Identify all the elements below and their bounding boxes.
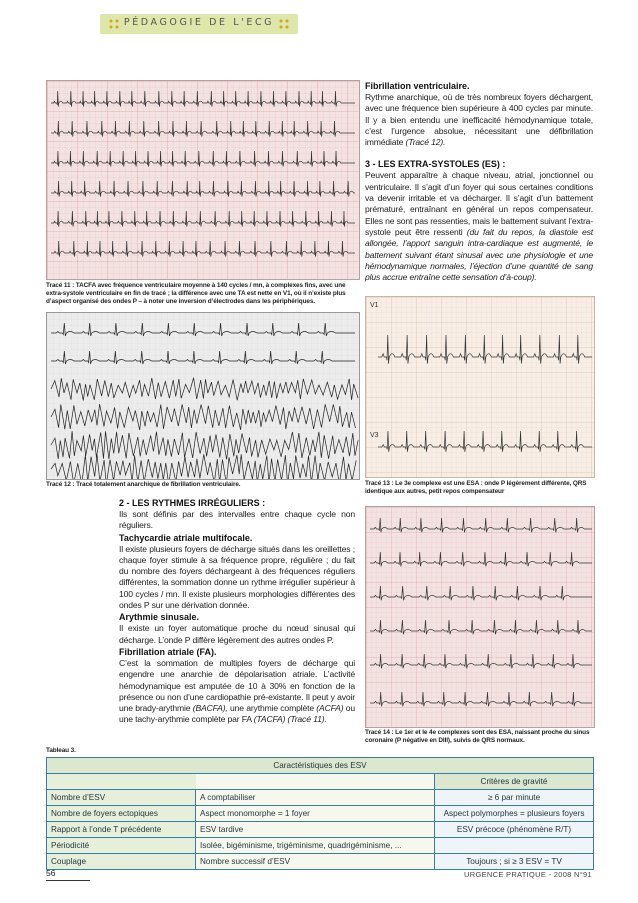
af-tacfa: (TACFA)	[253, 714, 286, 725]
af-paragraph	[119, 658, 355, 726]
footer-rule	[46, 880, 90, 881]
fv-paragraph	[365, 92, 593, 148]
fv-ref: (Tracé 12).	[405, 137, 446, 148]
table-row	[47, 854, 594, 870]
row-criteria	[435, 838, 594, 854]
dots-icon	[278, 18, 290, 30]
table-header-row	[47, 774, 594, 790]
table-label: Tableau 3.	[46, 747, 76, 754]
table-row	[47, 790, 594, 806]
fv-heading: Fibrillation ventriculaire.	[365, 81, 470, 91]
lead-label-v1: V1	[370, 302, 379, 309]
af-text: C’est la sommation de multiples foyers de décharge qui engendre une anarchie de dépolarisation atriale. L’activité hémodynamique est amputée de 10 à 30% en fonction de la présence ou non d’une cardiopathie pré-existante. Il peut y avoir une brady-arythmie	[119, 657, 355, 714]
fv-text: Rythme anarchique, où de très nombreux foyers déchargent, avec une fréquence bien supérieure à 400 cycles par minute. Il y a bien entendu une inefficacité hémodynamique totale, c’est l’urgence absolue, nécessitant une défibrillation immédiate	[365, 92, 593, 148]
ecg-waveform-12	[47, 313, 359, 479]
right-column-text	[365, 80, 593, 283]
ecg-trace-11	[46, 80, 360, 280]
table-row	[47, 806, 594, 822]
journal-footer: URGENCE PRATIQUE - 2008 N°91	[464, 870, 592, 879]
row-value: Isolée, bigéminisme, trigéminisme, quadrigéminisme, ...	[196, 838, 435, 854]
trace-14-caption: Tracé 14 : Le 1er et le 4e complexes sont des ESA, naissant proche du sinus coronaire (P négative en DIII), suivis de QRS normaux.	[365, 729, 590, 744]
trace-12-caption: Tracé 12 : Tracé totalement anarchique de fibrillation ventriculaire.	[46, 481, 241, 488]
table-row	[47, 838, 594, 854]
tam-text: Il existe plusieurs foyers de décharge situés dans les oreillettes ; chaque foyer stimule à sa fréquence propre, régulière ; du fait du nombre des foyers déchargeant à des fréquences réguliers différentes, la sommation donne un rythme irrégulier supérieur à 100 cycles / mn. Il existe plusieurs morphologies différentes des ondes P sur une dérivation donnée.	[119, 543, 355, 611]
row-value: Aspect monomorphe = 1 foyer	[196, 806, 435, 822]
lead-label-v3: V3	[370, 432, 379, 439]
row-label: Nombre d’ESV	[47, 790, 196, 806]
af-mid: une arythmie complète	[230, 703, 314, 714]
af-trace-ref: (Tracé 11).	[287, 714, 327, 725]
section-title: PÉDAGOGIE DE L'ECG	[123, 17, 275, 28]
section-header	[100, 14, 298, 34]
irregular-rhythms-text: Ils sont définis par des intervalles entre chaque cycle non réguliers.	[119, 509, 355, 531]
table-title: Caractéristiques des ESV	[47, 758, 594, 774]
af-acfa: (ACFA)	[316, 703, 344, 714]
esv-table	[46, 757, 594, 870]
ecg-trace-14	[365, 506, 595, 728]
blank-cell	[47, 774, 196, 790]
ecg-trace-12	[46, 312, 360, 480]
table-row	[47, 822, 594, 838]
criteria-header: Critères de gravité	[435, 774, 594, 790]
af-heading: Fibrillation atriale (FA).	[119, 646, 217, 657]
row-label: Périodicité	[47, 838, 196, 854]
blank-cell	[196, 774, 435, 790]
row-label: Rapport à l’onde T précédente	[47, 822, 196, 838]
left-column-text	[119, 497, 355, 726]
es-heading: 3 - LES EXTRA-SYSTOLES (ES) :	[365, 159, 506, 170]
table-title-row	[47, 758, 594, 774]
trace-13-caption: Tracé 13 : Le 3e complexe est une ESA : onde P légèrement différente, QRS identique aux autres, petit repos compensateur	[365, 480, 587, 495]
ecg-waveform-14	[366, 507, 594, 727]
page-number: 56	[46, 868, 56, 878]
trace-11-caption: Tracé 11 : TACFA avec fréquence ventriculaire moyenne à 140 cycles / mn, à complexes fins, avec une extra-systole ventriculaire en fin de tracé ; la différence avec une TA est nette en V1, où il n’existe plus d’aspect organisé des ondes P – à noter une inversion d’électrodes dans les périphériques.	[46, 282, 346, 305]
af-mid2: ou une tachy-arythmie complète par FA	[119, 703, 355, 725]
sinus-arrhythmia-text: Il existe un foyer automatique proche du nœud sinusal qui décharge. L’onde P diffère légèrement des autres ondes P.	[119, 623, 355, 645]
row-label: Nombre de foyers ectopiques	[47, 806, 196, 822]
ecg-waveform-11	[47, 81, 359, 279]
es-italic: (du fait du repos, la diastole est allongée, l’apport sanguin intra-cardiaque est augmenté, le battement suivant étant sinusal avec une physiologie et une hémodynamique normales, l’éjection d’une quantité de sang plus accrue entraîne cette sensation d’à-coup).	[365, 226, 593, 283]
row-value: ESV tardive	[196, 822, 435, 838]
row-criteria: Toujours ; si ≥ 3 ESV = TV	[435, 854, 594, 870]
es-text: Peuvent apparaître à chaque niveau, atrial, jonctionnel ou ventriculaire. Il s’agit d’un foyer qui sous certaines conditions va devenir irritable et va décharger. Il s’agit d’un battement prématuré, entraînant en général un repos compensateur. Elles ne sont pas ressenties, mais le battement suivant l’extra-systole peut être ressenti	[365, 170, 593, 237]
tam-heading: Tachycardie atriale multifocale.	[119, 532, 253, 543]
row-value: A comptabiliser	[196, 790, 435, 806]
irregular-rhythms-heading: 2 - LES RYTHMES IRRÉGULIERS :	[119, 498, 266, 508]
row-label: Couplage	[47, 854, 196, 870]
row-value: Nombre successif d’ESV	[196, 854, 435, 870]
ecg-trace-13	[365, 296, 595, 478]
ecg-waveform-13	[366, 297, 594, 477]
es-paragraph	[365, 170, 593, 283]
row-criteria: ≥ 6 par minute	[435, 790, 594, 806]
sinus-arrhythmia-heading: Arythmie sinusale.	[119, 612, 200, 623]
row-criteria: ESV précoce (phénomène R/T)	[435, 822, 594, 838]
af-bacfa: (BACFA),	[192, 703, 228, 714]
row-criteria: Aspect polymorphes = plusieurs foyers	[435, 806, 594, 822]
